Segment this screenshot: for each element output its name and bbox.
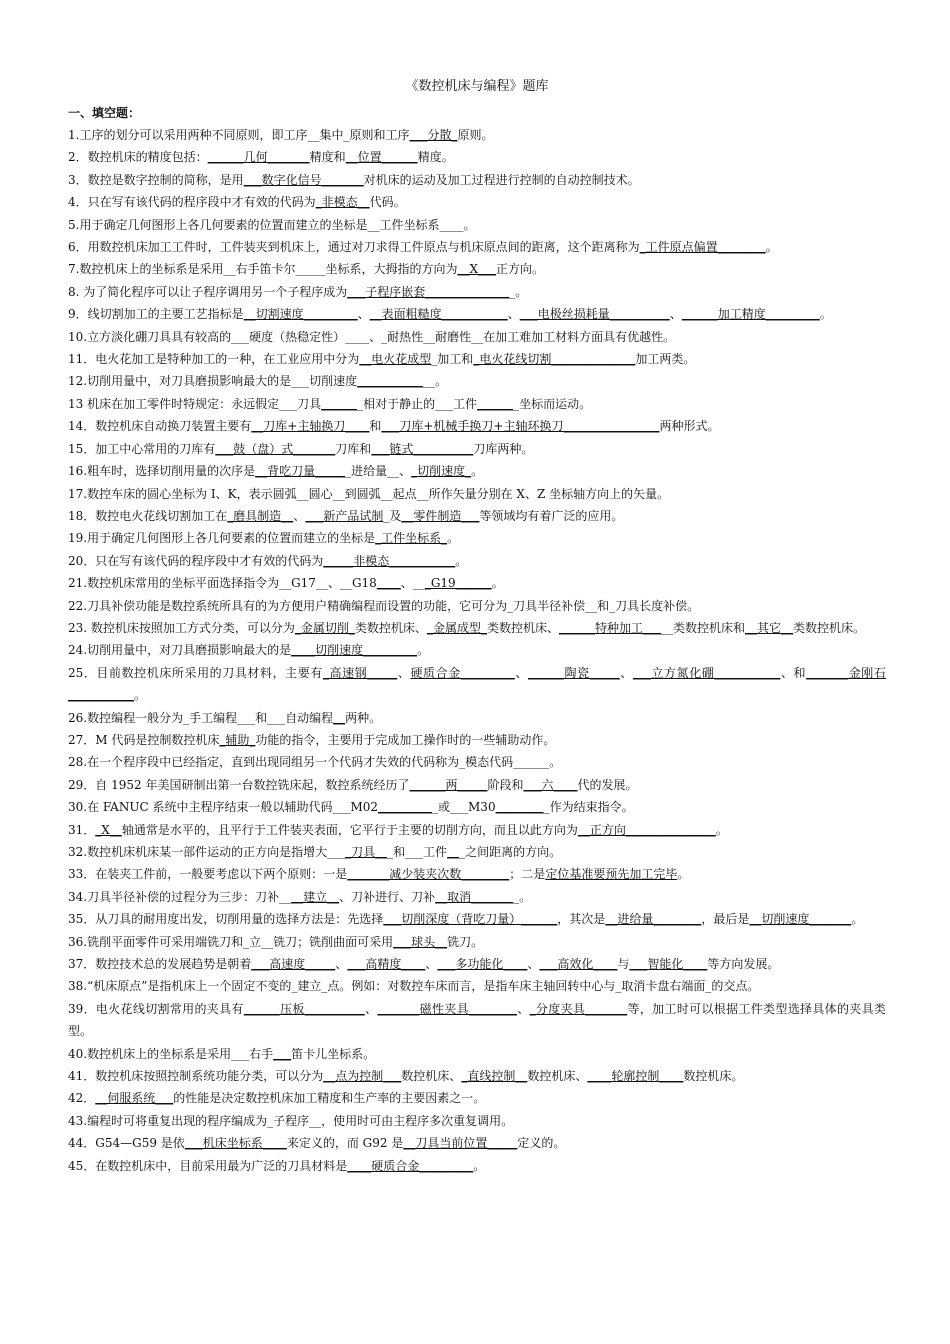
question-item bbox=[68, 348, 886, 370]
question-text: 33．在装夹工件前，一般要考虑以下两个原则：一是 bbox=[68, 867, 348, 882]
question-item bbox=[68, 1065, 886, 1087]
question-text: 。 bbox=[134, 688, 147, 703]
question-item bbox=[68, 370, 886, 392]
answer-text: __点为控制___ bbox=[323, 1069, 402, 1084]
answer-text: _金属切削_ bbox=[294, 620, 355, 635]
question-item bbox=[68, 931, 886, 953]
answer-text: ___分散_ bbox=[409, 128, 458, 142]
answer-text: _磨具制造__ bbox=[227, 508, 294, 523]
question-text: 与 bbox=[617, 957, 630, 972]
question-text: 34.刀具半径补偿的过程分为三步：刀补__ bbox=[68, 889, 292, 904]
question-text: 、 bbox=[514, 665, 528, 680]
answer-text: 硬质合金_________ bbox=[410, 665, 515, 680]
question-text: _及 bbox=[383, 508, 402, 523]
question-text: 2．数控机床的精度包括： bbox=[68, 150, 208, 165]
question-text: _进给量__、 bbox=[345, 464, 412, 479]
answer-text: 定位基准要预先加工完毕 bbox=[545, 867, 678, 882]
question-text: 27．M 代码是控制数控机床 bbox=[68, 732, 220, 747]
answer-text: __位置______ bbox=[345, 150, 418, 165]
question-text: 35．从刀具的耐用度出发，切削用量的选择方法是：先选择 bbox=[68, 912, 384, 927]
question-text: 刀库和 bbox=[335, 441, 372, 456]
question-item bbox=[68, 707, 886, 729]
question-text: 39．电火花线切割常用的夹具有 bbox=[68, 1001, 244, 1016]
question-text: _或___M30 bbox=[432, 800, 496, 815]
answer-text: ______两_____ bbox=[409, 777, 488, 792]
question-text: 、 bbox=[669, 307, 682, 322]
question-text: _相对于静止的___工件 bbox=[357, 396, 478, 411]
question-text: 。 bbox=[715, 822, 728, 837]
answer-text: ___数字化信号_______ bbox=[243, 172, 364, 187]
answer-text: _非模态__ bbox=[315, 195, 370, 210]
question-text: 、 bbox=[335, 957, 348, 972]
question-item bbox=[68, 998, 886, 1043]
question-text: 。 bbox=[765, 240, 778, 255]
answer-text: ____切削速度_________ bbox=[291, 643, 418, 658]
question-text: 7.数控机床上的坐标系是采用__右手笛卡尔_____坐标系，大拇指的方向为 bbox=[68, 262, 458, 277]
answer-text: _高速钢_____ bbox=[322, 665, 398, 680]
question-text: 数控机床、 bbox=[401, 1069, 462, 1084]
answer-text: _直线控制__ bbox=[461, 1069, 528, 1084]
question-text: _。 bbox=[513, 889, 532, 904]
question-text: 21.数控机床常用的坐标平面选择指令为__G17__、__G18 bbox=[68, 576, 377, 591]
question-text: 20．只在写有该代码的程序段中才有效的代码为 bbox=[68, 553, 324, 568]
question-text: ，最后是 bbox=[701, 912, 750, 927]
question-text: 30.在 FANUC 系统中主程序结束一般以辅助代码___M02 bbox=[68, 800, 379, 815]
answer-text: ______加工精度_________ bbox=[681, 307, 820, 322]
question-text: ；二是 bbox=[509, 867, 546, 882]
question-text: 41．数控机床按照控制系统功能分类，可以分为 bbox=[68, 1069, 324, 1084]
answer-text: __X___ bbox=[457, 262, 496, 277]
question-text: ，其次是 bbox=[557, 912, 606, 927]
answer-text: _______金刚石___________ bbox=[68, 665, 886, 703]
answer-text: _工件原点偏置________ bbox=[639, 240, 766, 255]
question-item bbox=[68, 908, 886, 930]
question-text: 的性能是决定数控机床加工精度和生产率的主要因素之一。 bbox=[173, 1091, 486, 1106]
question-item bbox=[68, 796, 886, 818]
question-item bbox=[68, 595, 886, 617]
answer-text: __建立__ bbox=[291, 889, 340, 904]
question-text: 32.数控机床机床某一部件运动的正方向是指增大___ bbox=[68, 845, 346, 859]
question-text: 、 bbox=[507, 307, 520, 322]
question-text: 4．只在写有该代码的程序段中才有效的代码为 bbox=[68, 195, 316, 210]
answer-text: __电火花成型 bbox=[359, 352, 432, 367]
question-item bbox=[68, 146, 886, 168]
question-text: 、 bbox=[619, 665, 633, 680]
question-text: 。 bbox=[471, 464, 484, 479]
answer-text: ______陶瓷_____ bbox=[527, 665, 620, 680]
answer-text: ___六____ bbox=[523, 777, 578, 792]
answer-text: ______压板__________ bbox=[243, 1001, 365, 1016]
question-text: _加工和 bbox=[431, 352, 474, 367]
question-item bbox=[68, 303, 886, 325]
question-text: 类数控机床、 bbox=[486, 620, 559, 635]
answer-text: ___高精度____ bbox=[347, 957, 426, 972]
question-text: 44．G54—G59 是依 bbox=[68, 1136, 185, 1151]
question-item bbox=[68, 191, 886, 213]
answer-text: __表面粗糙度___________ bbox=[369, 307, 508, 322]
question-item bbox=[68, 1155, 886, 1177]
question-text: 43.编程时可将重复出现的程序编成为_子程序__，使用时可由主程序多次重复调用。 bbox=[68, 1113, 514, 1128]
answer-text: ___球头__ bbox=[393, 934, 448, 949]
question-text: 29．自 1952 年美国研制出第一台数控铣床起，数控系统经历了 bbox=[68, 777, 410, 792]
answer-text: ________ bbox=[495, 800, 544, 815]
answer-text: _G19______ bbox=[424, 576, 492, 591]
answer-text: _______磁性夹具________ bbox=[377, 1001, 517, 1016]
document-page bbox=[68, 76, 886, 1177]
question-item bbox=[68, 751, 886, 773]
answer-text: __刀库+主轴换刀____ bbox=[251, 419, 370, 434]
question-item bbox=[68, 438, 886, 460]
answer-text: ______特种加工___ bbox=[558, 620, 661, 635]
question-item bbox=[68, 1132, 886, 1154]
question-text: 。 bbox=[417, 643, 430, 658]
question-text: 加工两类。 bbox=[635, 352, 696, 367]
answer-text: ___高速度_____ bbox=[251, 957, 336, 972]
question-text: 37．数控技术总的发展趋势是朝着 bbox=[68, 957, 252, 972]
question-item bbox=[68, 169, 886, 191]
answer-text: _金属成型_ bbox=[426, 620, 487, 635]
question-text: 42． bbox=[68, 1091, 96, 1106]
question-item bbox=[68, 214, 886, 236]
answer-text: __切削速度_______ bbox=[749, 912, 852, 927]
answer-text: ___多功能化____ bbox=[437, 957, 528, 972]
question-text: 36.铣削平面零件可采用端铣刀和_立__铣刀；铣削曲面可采用 bbox=[68, 934, 394, 949]
question-item bbox=[68, 617, 886, 639]
answer-text: ____轮廓控制____ bbox=[587, 1069, 684, 1084]
question-text: 23. 数控机床按照加工方式分类，可以分为 bbox=[68, 620, 295, 635]
answer-text: ___子程序嵌套______________ bbox=[347, 284, 510, 299]
answer-text: _________ bbox=[378, 800, 433, 815]
question-list bbox=[68, 124, 886, 1177]
question-text: 。 bbox=[473, 1158, 486, 1173]
question-text: 16.粗车时，选择切削用量的次序是 bbox=[68, 464, 256, 479]
question-text: 定义的。 bbox=[517, 1136, 566, 1151]
question-text: 、 bbox=[357, 307, 370, 322]
answer-text: ______几何_______ bbox=[207, 150, 310, 165]
question-text: 19.用于确定几何图形上各几何要素的位置而建立的坐标是 bbox=[68, 531, 376, 546]
question-item bbox=[68, 841, 886, 863]
question-text: 24.切削用量中，对刀具磨损影响最大的是 bbox=[68, 643, 292, 658]
question-text: 22.刀具补偿功能是数控系统所具有的为方便用户精确编程而设置的功能，它可分为_刀具半径补偿__和_刀具长度补偿。 bbox=[68, 598, 700, 613]
question-item bbox=[68, 393, 886, 415]
answer-text: __伺服系统___ bbox=[95, 1091, 174, 1106]
question-text: 。 bbox=[491, 576, 504, 591]
question-text: 等领域均有着广泛的应用。 bbox=[479, 508, 624, 523]
answer-text: __背吃刀量_____ bbox=[255, 464, 346, 479]
question-text: 等方向发展。 bbox=[707, 957, 780, 972]
answer-text: ___刀库+机械手换刀+主轴环换刀________________ bbox=[381, 419, 660, 434]
answer-text: __ bbox=[447, 845, 460, 859]
question-item bbox=[68, 550, 886, 572]
question-text: _之间距离的方向。 bbox=[459, 845, 562, 859]
question-text: 类数控机床、 bbox=[354, 620, 427, 635]
question-text: __类数控机床和 bbox=[660, 620, 745, 635]
answer-text: __正方向_______________ bbox=[577, 822, 716, 837]
question-text: 精度和 bbox=[309, 150, 346, 165]
answer-text: __刀具当前位置_____ bbox=[403, 1136, 518, 1151]
question-item bbox=[68, 1087, 886, 1109]
question-text: 18．数控电火花线切割加工在 bbox=[68, 508, 228, 523]
question-item bbox=[68, 258, 886, 280]
section-heading: 一、填空题： bbox=[68, 106, 141, 120]
question-item bbox=[68, 1043, 886, 1065]
question-text: 铣刀。 bbox=[447, 934, 484, 949]
answer-text: _分度夹具_______ bbox=[529, 1001, 628, 1016]
question-text: 31． bbox=[68, 822, 96, 837]
answer-text: ___高效化____ bbox=[539, 957, 618, 972]
question-text: 、和 bbox=[780, 665, 807, 680]
question-item bbox=[68, 460, 886, 482]
answer-text: ___ bbox=[273, 1046, 292, 1061]
question-item bbox=[68, 886, 886, 908]
question-text: 原则。 bbox=[457, 128, 494, 142]
question-text: 3．数控是数字控制的简称，是用 bbox=[68, 172, 244, 187]
answer-text: ___鼓（盘）式_______ bbox=[215, 441, 336, 456]
answer-text: _____非模态___________ bbox=[323, 553, 456, 568]
answer-text: ___电极丝损耗量__________ bbox=[519, 307, 670, 322]
question-text: 45．在数控机床中，目前采用最为广泛的刀具材料是 bbox=[68, 1158, 348, 1173]
answer-text: __切割速度_________ bbox=[243, 307, 358, 322]
question-item bbox=[68, 819, 886, 841]
answer-text: __ bbox=[333, 710, 346, 725]
answer-text: ___立方氮化硼___________ bbox=[632, 665, 781, 680]
question-text: 12.切削用量中，对刀具磨损影响最大的是___切削速度 bbox=[68, 374, 358, 389]
answer-text: _工件坐标系_ bbox=[375, 531, 448, 546]
question-item bbox=[68, 662, 886, 707]
question-text: 38.“机床原点”是指机床上一个固定不变的_建立_点。例如：对数控车床而言，是指车床主轴回转中心与_取消卡盘右端面_的交点。 bbox=[68, 979, 760, 994]
question-text: 两种。 bbox=[345, 710, 382, 725]
question-item bbox=[68, 236, 886, 258]
answer-text: ______ bbox=[477, 396, 514, 411]
question-text: 、 bbox=[364, 1001, 378, 1016]
question-text: 40.数控机床上的坐标系是采用___右手 bbox=[68, 1046, 274, 1061]
question-text: 、 bbox=[397, 665, 411, 680]
question-item bbox=[68, 281, 886, 303]
question-item bbox=[68, 326, 886, 348]
question-text: 阶段和 bbox=[487, 777, 524, 792]
answer-text: ___机床坐标系____ bbox=[184, 1136, 287, 1151]
answer-text: ___________ bbox=[357, 374, 424, 389]
question-item bbox=[68, 774, 886, 796]
question-text: 、__ bbox=[400, 576, 425, 591]
question-text: 轴通常是水平的，且平行于工件装夹表面，它平行于主要的切削方向，而且以此方向为 bbox=[121, 822, 578, 837]
answer-text: __进给量________ bbox=[605, 912, 702, 927]
question-text: 类数控机床。 bbox=[793, 620, 866, 635]
question-item bbox=[68, 975, 886, 997]
question-text: 。 bbox=[851, 912, 864, 927]
answer-text: _电火花线切割______________ bbox=[473, 352, 636, 367]
answer-text: _辅助_ bbox=[219, 732, 256, 747]
question-item bbox=[68, 415, 886, 437]
question-text: 15．加工中心常用的刀库有 bbox=[68, 441, 216, 456]
answer-text: _______减少装夹次数________ bbox=[347, 867, 510, 882]
question-text: 和 bbox=[369, 419, 382, 434]
answer-text: ____ bbox=[376, 576, 401, 591]
question-text: 11．电火花加工是特种加工的一种，在工业应用中分为 bbox=[68, 352, 360, 367]
question-text: 对机床的运动及加工过程进行控制的自动控制技术。 bbox=[363, 172, 640, 187]
answer-text: __零件制造___ bbox=[401, 508, 480, 523]
question-text: 正方向。 bbox=[496, 262, 545, 277]
question-text: 数控机床、 bbox=[527, 1069, 588, 1084]
question-item bbox=[68, 505, 886, 527]
question-text: 。 bbox=[447, 531, 460, 546]
answer-text: ___智能化____ bbox=[629, 957, 708, 972]
question-item bbox=[68, 1110, 886, 1132]
question-item bbox=[68, 953, 886, 975]
question-text: _和___工件 bbox=[387, 845, 448, 859]
question-item bbox=[68, 527, 886, 549]
question-text: 、 bbox=[425, 957, 438, 972]
question-text: 功能的指令，主要用于完成加工操作时的一些辅助动作。 bbox=[255, 732, 556, 747]
question-text: 代码。 bbox=[369, 195, 406, 210]
question-text: _。 bbox=[509, 284, 528, 299]
question-text: 、 bbox=[516, 1001, 530, 1016]
answer-text: ___新产品试制 bbox=[305, 508, 384, 523]
question-text: __。 bbox=[423, 374, 448, 389]
question-text: 、刀补进行、刀补 bbox=[339, 889, 436, 904]
answer-text: ______ bbox=[321, 396, 358, 411]
question-text: 数控机床。 bbox=[683, 1069, 744, 1084]
question-text: 13 机床在加工零件时特规定：永远假定___刀具 bbox=[68, 396, 322, 411]
question-text: 来定义的，而 G92 是 bbox=[286, 1136, 404, 1151]
question-text: 26.数控编程一般分为_手工编程___和___自动编程 bbox=[68, 710, 334, 725]
question-text: 、 bbox=[293, 508, 306, 523]
question-item bbox=[68, 572, 886, 594]
document-title: 《数控机床与编程》题库 bbox=[405, 79, 549, 94]
answer-text: ___切削深度（背吃刀量）______ bbox=[383, 912, 558, 927]
question-text: 。 bbox=[455, 553, 468, 568]
question-text: 代的发展。 bbox=[577, 777, 638, 792]
question-text: _坐标而运动。 bbox=[513, 396, 592, 411]
question-item bbox=[68, 639, 886, 661]
question-text: 两种形式。 bbox=[659, 419, 720, 434]
question-item bbox=[68, 729, 886, 751]
question-text: 等，加工时可以根据工件类型选择具体的夹具类型。 bbox=[68, 1001, 886, 1039]
answer-text: _切削速度_ bbox=[411, 464, 472, 479]
question-text: 28.在一个程序段中已经指定，直到出现同组另一个代码才失效的代码称为_模态代码______。 bbox=[68, 755, 562, 770]
answer-text: __取消_______ bbox=[435, 889, 514, 904]
question-text: 9．线切割加工的主要工艺指标是 bbox=[68, 307, 244, 322]
question-text: 刀库两种。 bbox=[473, 441, 534, 456]
question-text: 17.数控车床的圆心坐标为 I、K，表示圆弧__圆心__到圆弧__起点__所作矢量分别在 X、Z 坐标轴方向上的矢量。 bbox=[68, 486, 670, 501]
question-item bbox=[68, 483, 886, 505]
question-text: 1.工序的划分可以采用两种不同原则，即工序__集中_原则和工序 bbox=[68, 128, 410, 142]
question-text: 10.立方淡化硼刀具具有较高的___硬度（热稳定性）____、_耐热性__耐磨性__在加工难加工材料方面具有优越性。 bbox=[68, 329, 676, 344]
question-item bbox=[68, 863, 886, 885]
question-text: 6．用数控机床加工工件时，工件装夹到机床上，通过对刀求得工件原点与机床原点间的距离，这个距离称为 bbox=[68, 240, 640, 255]
answer-text: _刀具__ bbox=[345, 845, 388, 859]
question-text: 、 bbox=[527, 957, 540, 972]
answer-text: __其它__ bbox=[745, 620, 794, 635]
question-text: 5.用于确定几何图形上各几何要素的位置而建立的坐标是__工件坐标系____。 bbox=[68, 217, 476, 232]
question-text: 8. 为了简化程序可以让子程序调用另一个子程序成为 bbox=[68, 284, 348, 299]
question-text: 25．目前数控机床所采用的刀具材料，主要有 bbox=[68, 665, 323, 680]
answer-text: _X__ bbox=[95, 822, 122, 837]
answer-text: ___链式__________ bbox=[371, 441, 474, 456]
question-text: 。 bbox=[819, 307, 832, 322]
answer-text: ____硬质合金_________ bbox=[347, 1158, 474, 1173]
question-text: 。 bbox=[677, 867, 690, 882]
question-text: 14．数控机床自动换刀装置主要有 bbox=[68, 419, 252, 434]
question-text: 精度。 bbox=[417, 150, 454, 165]
question-text: 笛卡儿坐标系。 bbox=[291, 1046, 376, 1061]
question-text: _作为结束指令。 bbox=[543, 800, 634, 815]
question-item bbox=[68, 124, 886, 146]
